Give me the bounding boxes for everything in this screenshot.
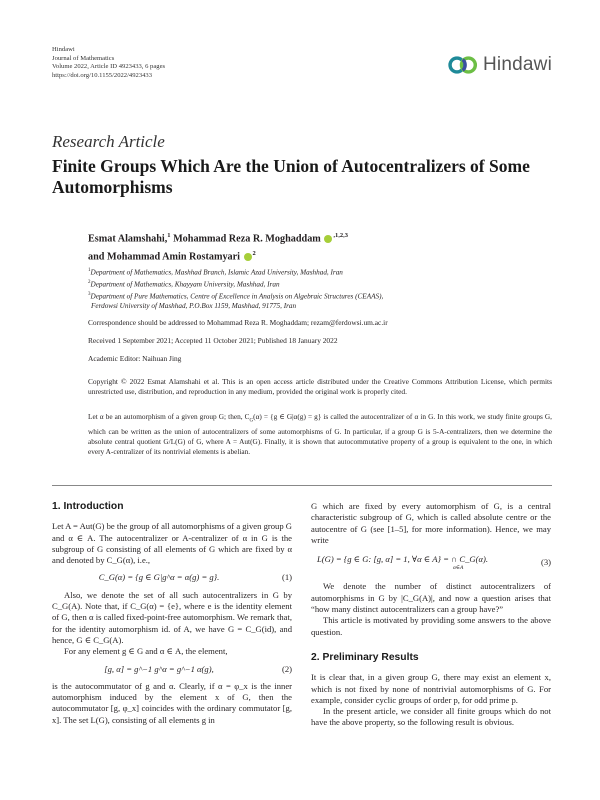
equation-body bbox=[311, 554, 525, 571]
abstract-text: (α) = {g ∈ G|α(g) = g} is called the autocentralizer of α in G. In this work, we study finite groups G, which can be written as the union of autocentralizers of some automorphisms of G. In particular, if a group G is 5-A-centralizers, then we determine the absolute central quotient G/L(G) of G, where A = Aut(G). Finally, it is shown that autocommutative property of a group is equivalent to the one, in which every A-centralizer of its nontrivial elements is abelian. bbox=[88, 412, 552, 456]
author-2-sup: ,1,2,3 bbox=[333, 232, 348, 239]
author-3-sup: 2 bbox=[252, 250, 256, 258]
journal-header bbox=[52, 46, 165, 80]
received-dates: Received 1 September 2021; Accepted 11 October 2021; Published 18 January 2022 bbox=[88, 336, 338, 345]
right-column bbox=[311, 501, 551, 729]
author-1[interactable]: Esmat Alamshahi, bbox=[88, 233, 168, 245]
paper-title: Finite Groups Which Are the Union of Autocentralizers of Some Automorphisms bbox=[52, 156, 530, 197]
equation-number: (1) bbox=[281, 572, 292, 583]
orcid-icon[interactable] bbox=[324, 235, 332, 243]
section-heading-introduction: 1. Introduction bbox=[52, 501, 124, 512]
hindawi-rings-icon bbox=[448, 51, 479, 79]
hindawi-logo bbox=[448, 46, 552, 84]
paragraph: In the present article, we consider all finite groups which do not have the above property, so the following result is obvious. bbox=[311, 706, 551, 728]
paragraph: For any element g ∈ G and α ∈ A, the element, bbox=[64, 646, 228, 657]
affiliation bbox=[88, 290, 528, 302]
author-1-sup: 1 bbox=[167, 232, 171, 239]
correspondence: Correspondence should be addressed to Mohammad Reza R. Moghaddam; rezam@ferdowsi.um.ac.ir bbox=[88, 318, 388, 327]
volume-line: Volume 2022, Article ID 4923433, 6 pages bbox=[52, 63, 166, 71]
paragraph: G which are fixed by every automorphism of G, is a central characteristic subgroup of G, which is called absolute centre or the autocentre of G (see [1–5], for more information). Hence, we may write bbox=[311, 501, 551, 545]
equation-body: C_G(α) = {g ∈ G|g^α = α(g) = g}. bbox=[98, 572, 220, 583]
section-heading-preliminary: 2. Preliminary Results bbox=[311, 651, 419, 663]
affiliation-text: Ferdowsi University of Mashhad, P.O.Box 1159, Mashhad, 91775, Iran bbox=[91, 302, 297, 311]
equation-body: [g, α] = g^−1 g^α = g^−1 α(g), bbox=[104, 663, 214, 674]
logo-wordmark: Hindawi bbox=[483, 54, 552, 75]
affiliation-text: Department of Mathematics, Khayyam University, Mashhad, Iran bbox=[90, 280, 280, 289]
affiliation bbox=[88, 266, 528, 278]
affiliation-text: Department of Pure Mathematics, Centre of Excellence in Analysis on Algebraic Structures (CEAAS), bbox=[90, 291, 384, 300]
equation-text: L(G) = {g ∈ G: [g, α] = 1, ∀α ∈ A} = ∩ C_G(α). bbox=[317, 554, 489, 565]
left-column bbox=[52, 501, 292, 726]
academic-editor: Academic Editor: Naihuan Jing bbox=[88, 354, 182, 363]
paragraph: Let A = Aut(G) be the group of all automorphisms of a given group G and α ∈ A. The autocentralizer or A-centralizer of α in G is the subgroup of G consisting of all elements of G which are fixed by α and denoted by C_G(α), i.e., bbox=[52, 521, 292, 566]
doi-link[interactable]: https://doi.org/10.1155/2022/4923433 bbox=[52, 71, 153, 79]
author-2[interactable]: Mohammad Reza R. Moghaddam bbox=[173, 233, 321, 245]
article-type: Research Article bbox=[52, 132, 165, 151]
equation-number: (3) bbox=[540, 557, 551, 568]
publisher-name: Hindawi bbox=[52, 46, 75, 53]
equation-3 bbox=[311, 554, 551, 571]
affiliation-text: Department of Mathematics, Mashhad Branch, Islamic Azad University, Mashhad, Iran bbox=[90, 268, 343, 277]
affiliation-sup: 3 bbox=[88, 291, 91, 297]
equation-number: (2) bbox=[281, 663, 292, 674]
affiliation-sup: 2 bbox=[88, 279, 91, 285]
abstract-sub: G bbox=[249, 418, 254, 424]
affiliations bbox=[88, 266, 528, 312]
equation-subscript: α∈A bbox=[453, 565, 464, 572]
author-list bbox=[88, 228, 528, 265]
equation-1 bbox=[52, 572, 292, 583]
paragraph: We denote the number of distinct autocentralizers of automorphisms in G by |C_G(A)|, and now a question arises that “how many distinct autocentralizers can a group have?” bbox=[311, 581, 551, 615]
journal-name: Journal of Mathematics bbox=[52, 54, 115, 62]
affiliation bbox=[88, 278, 528, 290]
paragraph: Also, we denote the set of all such autocentralizers in G by C_G(A). Note that, if C_G(α) = {e}, where e is the identity element of G, then α is called fixed-point-free automorphism. We remark that, for the identity automorphism id. of A, we have G = C_G(id), and hence, G ∈ C_G(A). bbox=[52, 589, 292, 645]
abstract bbox=[88, 412, 552, 457]
copyright-notice: Copyright © 2022 Esmat Alamshahi et al. This is an open access article distributed under the Creative Commons Attribution License, which permits unrestricted use, distribution, and reproduction in any medium, provided the original work is properly cited. bbox=[88, 377, 552, 396]
paragraph: This article is motivated by providing some answers to the above question. bbox=[311, 615, 551, 637]
affiliation bbox=[88, 301, 528, 311]
affiliation-sup: 1 bbox=[88, 268, 91, 273]
section-divider bbox=[52, 485, 552, 486]
orcid-icon[interactable] bbox=[244, 253, 252, 261]
abstract-text: Let α be an automorphism of a given group G; then, C bbox=[88, 412, 250, 421]
paragraph: It is clear that, in a given group G, there may exist an element x, which is not fixed by none of nontrivial automorphisms of G. For example, consider cyclic groups of order p, for odd prime p. bbox=[311, 672, 551, 705]
author-3-prefix: and bbox=[88, 251, 107, 263]
author-3[interactable]: Mohammad Amin Rostamyari bbox=[106, 251, 240, 263]
equation-2 bbox=[52, 664, 292, 675]
paragraph: is the autocommutator of g and α. Clearly, if α = φ_x is the inner automorphism induced by the element x of G, then the autocommutator [g, φ_x] coincides with the ordinary commutator [g, x]. The set L(G), consisting of all elements g in bbox=[52, 680, 292, 725]
